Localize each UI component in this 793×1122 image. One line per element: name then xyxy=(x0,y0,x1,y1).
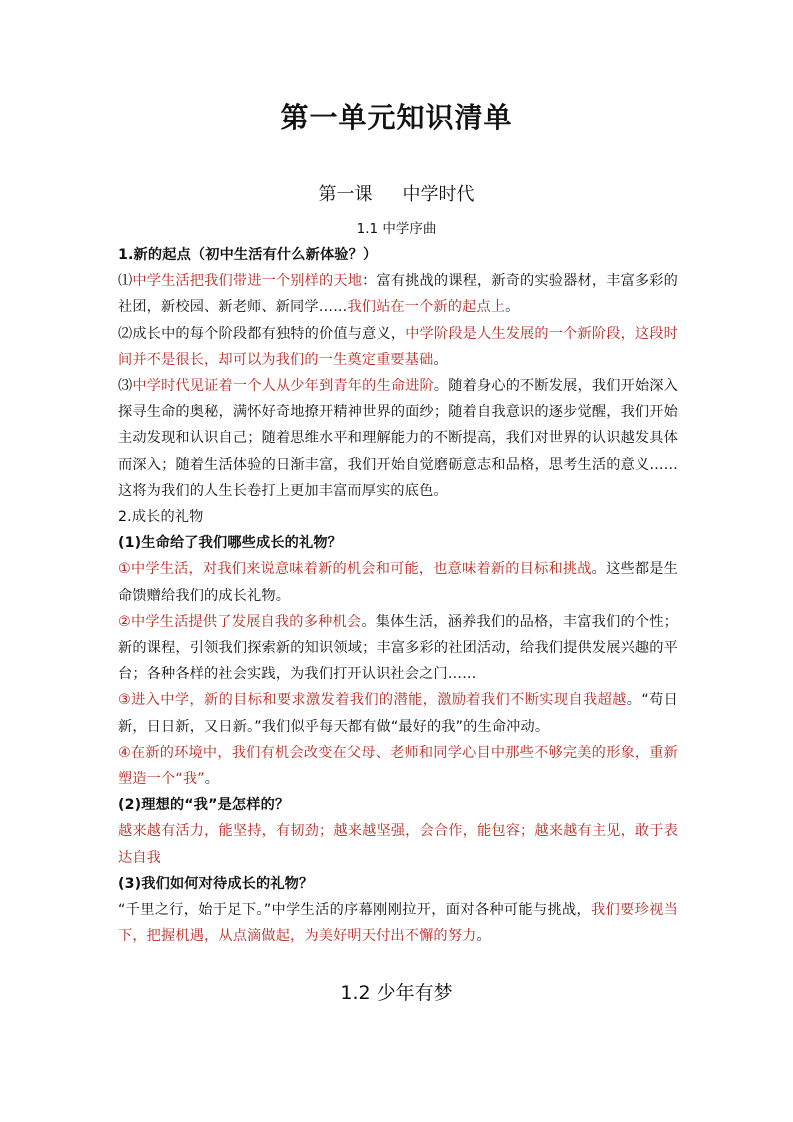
point-2-number: ② xyxy=(118,613,131,630)
heading-new-start: 1.新的起点（初中生活有什么新体验？） xyxy=(118,247,378,263)
question-3: (3)我们如何对待成长的礼物？ xyxy=(118,875,314,892)
point-3 xyxy=(118,687,678,739)
paragraph-3 xyxy=(118,373,678,504)
answer-3-end: 。 xyxy=(476,928,491,945)
point-4-highlight: 在新的环境中，我们有机会改变在父母、老师和同学心目中那些不够完美的形象，重新塑造一个“我” xyxy=(118,744,679,788)
paragraph-1-number: ⑴ xyxy=(118,273,133,290)
document-body xyxy=(118,242,678,949)
point-3-number: ③ xyxy=(118,692,132,709)
paragraph-2 xyxy=(118,321,678,373)
point-4 xyxy=(118,740,678,792)
question-2: (2)理想的“我”是怎样的？ xyxy=(118,797,290,814)
answer-3-highlight: 我们要珍视当下，把握机遇，从点滴做起，为美好明天付出不懈的努力 xyxy=(118,902,679,945)
point-4-number: ④ xyxy=(118,744,131,761)
paragraph-3-highlight: 中学时代见证着一个人从少年到青年的生命进阶 xyxy=(132,378,434,395)
paragraph-2-text: ⑵成长中的每个阶段都有独特的价值与意义， xyxy=(118,325,406,342)
point-2-highlight: 中学生活提供了发展自我的多种机会 xyxy=(130,613,362,630)
point-2-text: 。集体生活，涵养我们的品格，丰富我们的个性；新的课程，引领我们探索新的知识领域；丰富多彩的社团活动，给我们提供发展兴趣的平台；各种各样的社会实践，为我们打开认识社会之门…… xyxy=(118,613,678,683)
answer-3 xyxy=(118,897,678,949)
point-1-number: ① xyxy=(118,561,131,578)
point-3-highlight: 进入中学，新的目标和要求激发着我们的潜能，激励着我们不断实现自我超越 xyxy=(131,692,627,709)
paragraph-1-text: ：富有挑战的课程，新奇的实验器材，丰富多彩的社团，新校园、新老师、新同学…… xyxy=(118,273,678,316)
point-4-end: 。 xyxy=(204,771,220,788)
point-1 xyxy=(118,556,678,608)
lesson-name: 中学时代 xyxy=(402,184,475,205)
paragraph-2-highlight: 中学阶段是人生发展的一个新阶段，这段时间并不是很长，却可以为我们的一生奠定重要基础 xyxy=(118,325,678,368)
paragraph-1-highlight-b: 我们站在一个新的起点上 xyxy=(347,299,506,316)
paragraph-1 xyxy=(118,268,678,320)
page-title: 第一单元知识清单 xyxy=(280,101,513,134)
paragraph-1-end: 。 xyxy=(505,299,520,316)
lesson-heading xyxy=(0,180,793,206)
point-2 xyxy=(118,609,678,688)
answer-2: 越来越有活力，能坚持，有韧劲；越来越坚强，会合作，能包容；越来越有主见，敢于表达自我 xyxy=(118,823,678,866)
paragraph-3-number: ⑶ xyxy=(118,378,133,395)
answer-3-text: “千里之行，始于足下。”中学生活的序幕刚刚拉开，面对各种可能与挑战， xyxy=(118,902,592,919)
paragraph-3-text: 。随着身心的不断发展，我们开始深入探寻生命的奥秘，满怀好奇地撩开精神世界的面纱；随着自我意识的逐步觉醒，我们开始主动发现和认识自己；随着思维水平和理解能力的不断提高，我们对世界的认识越发具体而深入；随着生活体验的日渐丰富，我们开始自觉磨砺意志和品格，思考生活的意义……这将为我们的人生长卷打上更加丰富而厚实的底色。 xyxy=(118,378,678,499)
section-heading: 1.1 中学序曲 xyxy=(356,221,437,237)
lesson-number: 第一课 xyxy=(318,184,373,205)
question-1: (1)生命给了我们哪些成长的礼物？ xyxy=(118,535,343,552)
heading-growth-gifts: 2.成长的礼物 xyxy=(118,509,204,526)
paragraph-2-end: 。 xyxy=(433,351,448,368)
paragraph-1-highlight-a: 中学生活把我们带进一个别样的天地 xyxy=(132,273,363,290)
point-1-highlight: 中学生活，对我们来说意味着新的机会和可能，也意味着新的目标和挑战 xyxy=(130,561,592,578)
point-1-text: 。这些都是生命馈赠给我们的成长礼物。 xyxy=(118,561,678,604)
point-3-text: 。“苟日新，日日新，又日新。”我们似乎每天都有做“最好的我”的生命冲动。 xyxy=(118,692,678,735)
next-section-heading: 1.2 少年有梦 xyxy=(340,982,453,1004)
